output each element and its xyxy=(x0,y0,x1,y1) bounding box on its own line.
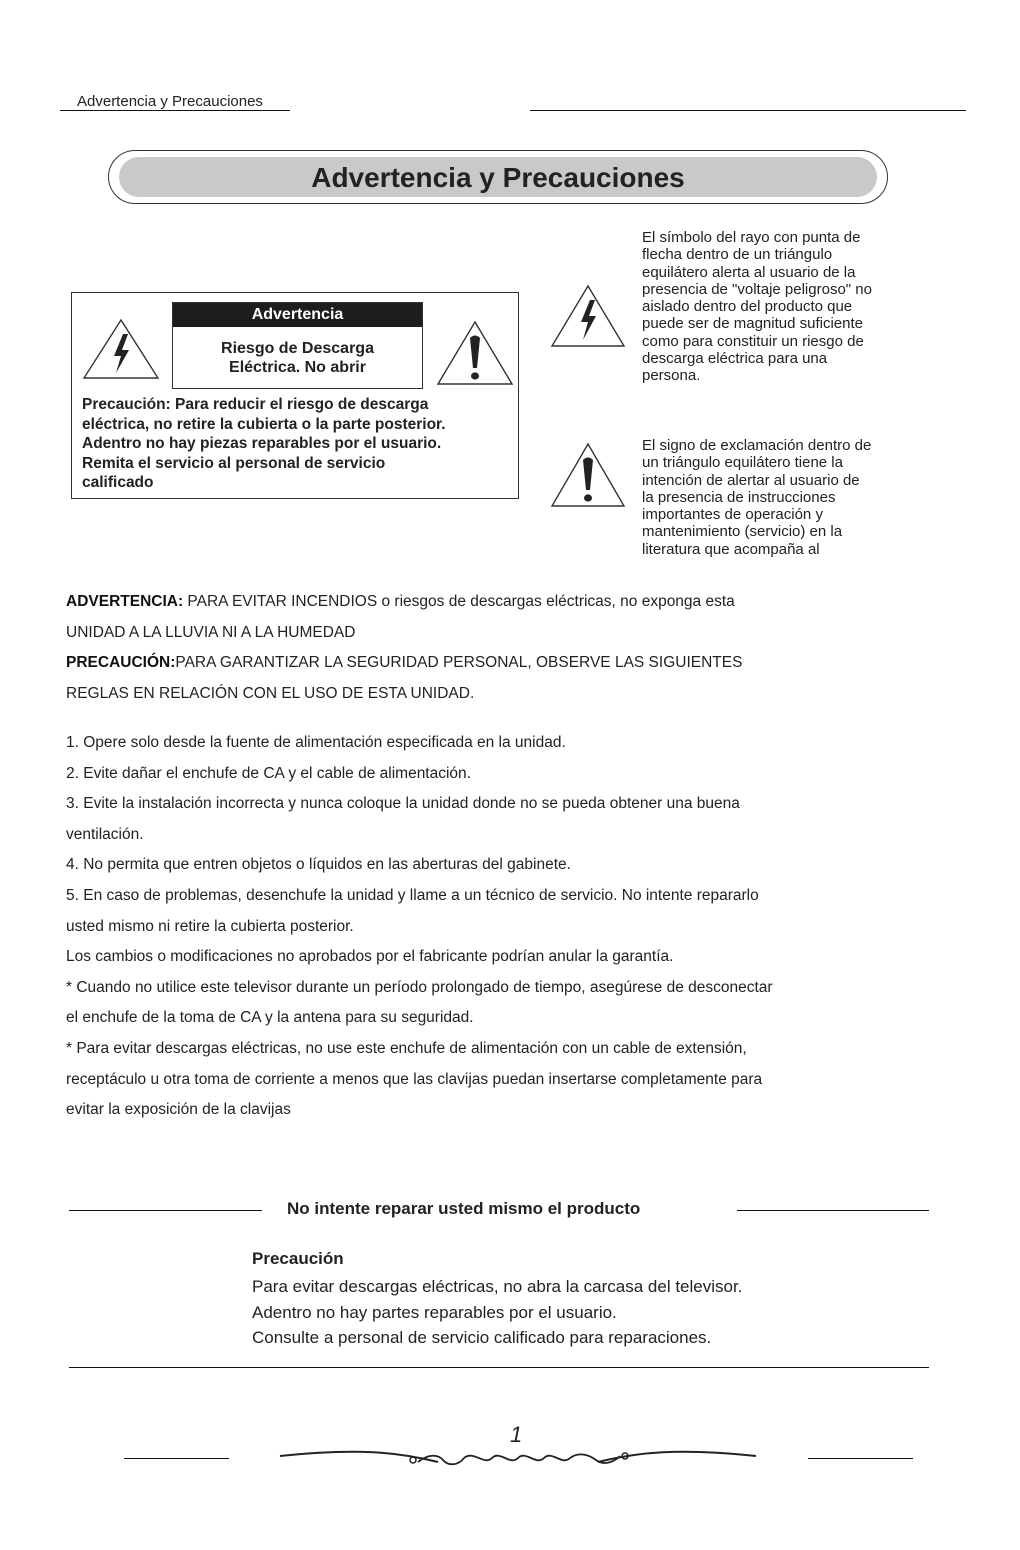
description-line: puede ser de magnitud suficiente xyxy=(642,315,863,333)
description-line: persona. xyxy=(642,367,701,385)
precaucion-line xyxy=(66,648,946,679)
rule-line: receptáculo u otra toma de corriente a menos que las clavijas puedan insertarse completamente para xyxy=(66,1070,763,1088)
rule-line: 1. Opere solo desde la fuente de alimentación especificada en la unidad. xyxy=(66,734,566,751)
warning-label-heading: Advertencia xyxy=(173,303,422,327)
description-line: literatura que acompaña al xyxy=(642,540,820,558)
service-line: Consulte a personal de servicio calificado para reparaciones. xyxy=(252,1328,712,1347)
divider-bottom xyxy=(69,1367,929,1368)
flourish-ornament-icon xyxy=(278,1440,758,1474)
service-notice-text xyxy=(252,1274,742,1351)
rule-line: 4. No permita que entren objetos o líquidos en las aberturas del gabinete. xyxy=(66,856,571,874)
service-notice-title: No intente reparar usted mismo el producto xyxy=(287,1199,641,1218)
description-line: aislado dentro del producto que xyxy=(642,298,853,316)
safety-rules-list xyxy=(66,728,946,1126)
lightning-symbol-description xyxy=(642,229,922,385)
caution-line: Adentro no hay piezas reparables por el usuario. xyxy=(82,435,442,452)
rule-line: * Para evitar descargas eléctricas, no use este enchufe de alimentación con un cable de extensión, xyxy=(66,1039,747,1057)
notices xyxy=(66,587,946,709)
description-line: El símbolo del rayo con punta de xyxy=(642,229,861,246)
exclamation-triangle-icon xyxy=(550,442,626,508)
service-notice-heading: Precaución xyxy=(252,1249,344,1268)
page-number: 1 xyxy=(510,1422,523,1447)
description-line: intención de alertar al usuario de xyxy=(642,471,860,489)
precaucion-text-2: REGLAS EN RELACIÓN CON EL USO DE ESTA UNIDAD. xyxy=(66,684,475,702)
advertencia-line xyxy=(66,587,946,618)
rule-line: 2. Evite dañar el enchufe de CA y el cable de alimentación. xyxy=(66,764,471,782)
description-line: importantes de operación y xyxy=(642,506,823,524)
page-title: Advertencia y Precauciones xyxy=(311,162,685,193)
warning-label-body xyxy=(173,327,422,377)
warning-label-line: Eléctrica. No abrir xyxy=(229,359,366,376)
precaucion-text: PARA GARANTIZAR LA SEGURIDAD PERSONAL, OBSERVE LAS SIGUIENTES xyxy=(175,654,743,671)
caution-line: Remita el servicio al personal de servicio xyxy=(82,454,386,472)
footer-rule-right xyxy=(808,1458,913,1459)
running-header: Advertencia y Precauciones xyxy=(77,93,263,110)
footer-rule-left xyxy=(124,1458,229,1459)
description-line: mantenimiento (servicio) en la xyxy=(642,523,843,541)
rule-line: el enchufe de la toma de CA y la antena para su seguridad. xyxy=(66,1009,474,1027)
rule-line: evitar la exposición de la clavijas xyxy=(66,1101,291,1119)
description-line: flecha dentro de un triángulo xyxy=(642,246,833,264)
description-line: como para constituir un riesgo de xyxy=(642,332,864,350)
caution-line: eléctrica, no retire la cubierta o la parte posterior. xyxy=(82,415,446,433)
lightning-triangle-icon xyxy=(82,318,160,380)
caution-line: Precaución: Para reducir el riesgo de descarga xyxy=(82,396,429,413)
exclamation-triangle-icon xyxy=(436,320,514,386)
divider-right xyxy=(737,1210,929,1211)
advertencia-text: PARA EVITAR INCENDIOS o riesgos de descargas eléctricas, no exponga esta xyxy=(183,593,735,610)
rule-line: ventilación. xyxy=(66,825,144,843)
exclamation-symbol-description xyxy=(642,437,922,558)
header-rule-right xyxy=(530,110,966,111)
description-line: presencia de "voltaje peligroso" no xyxy=(642,280,872,298)
advertencia-text-2: UNIDAD A LA LLUVIA NI A LA HUMEDAD xyxy=(66,623,356,641)
description-line: un triángulo equilátero tiene la xyxy=(642,454,843,472)
divider-left xyxy=(69,1210,262,1211)
advertencia-label: ADVERTENCIA: xyxy=(66,593,184,610)
warning-label-line: Riesgo de Descarga xyxy=(221,340,374,357)
description-line: descarga eléctrica para una xyxy=(642,350,828,368)
precaucion-label: PRECAUCIÓN: xyxy=(66,654,176,671)
rule-line: 3. Evite la instalación incorrecta y nunca coloque la unidad donde no se pueda obtener una buena xyxy=(66,795,740,813)
page-title-banner xyxy=(108,150,888,204)
rule-line: * Cuando no utilice este televisor durante un período prolongado de tiempo, asegúrese de desconectar xyxy=(66,978,773,996)
warning-caution-text xyxy=(82,395,512,493)
caution-line: calificado xyxy=(82,474,154,491)
warning-label xyxy=(172,302,423,389)
rule-line: usted mismo ni retire la cubierta posterior. xyxy=(66,917,354,935)
rule-line: 5. En caso de problemas, desenchufe la unidad y llame a un técnico de servicio. No intente repararlo xyxy=(66,886,759,904)
lightning-triangle-icon xyxy=(550,284,626,348)
service-line: Para evitar descargas eléctricas, no abra la carcasa del televisor. xyxy=(252,1277,743,1296)
rule-line: Los cambios o modificaciones no aprobados por el fabricante podrían anular la garantía. xyxy=(66,948,674,966)
header-rule xyxy=(60,110,290,111)
description-line: El signo de exclamación dentro de xyxy=(642,437,872,454)
service-line: Adentro no hay partes reparables por el usuario. xyxy=(252,1302,617,1322)
description-line: la presencia de instrucciones xyxy=(642,488,836,506)
description-line: equilátero alerta al usuario de la xyxy=(642,263,856,281)
